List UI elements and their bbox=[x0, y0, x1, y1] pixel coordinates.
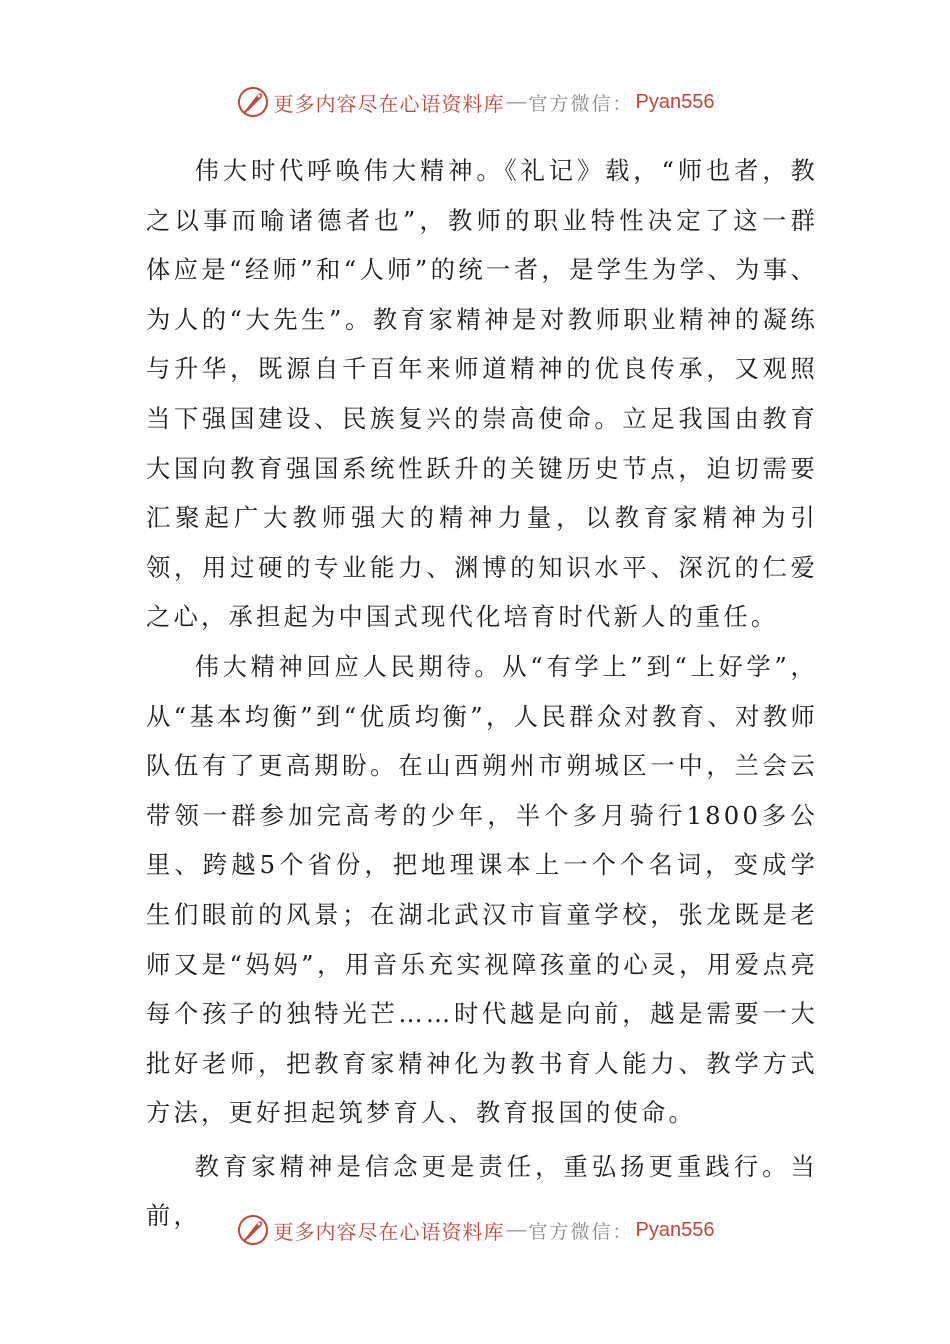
header-dash: — bbox=[506, 90, 527, 113]
footer-brand-text: 更多内容尽在心语资料库 bbox=[273, 1219, 505, 1244]
quill-pen-logo-icon bbox=[236, 1213, 270, 1247]
footer-dash: — bbox=[506, 1218, 527, 1241]
footer-wechat-id: Pyan556 bbox=[635, 1218, 715, 1241]
document-body bbox=[146, 146, 818, 1241]
footer-banner bbox=[0, 1210, 950, 1250]
footer-official-label: 官方微信： bbox=[528, 1220, 634, 1243]
header-brand-text: 更多内容尽在心语资料库 bbox=[273, 91, 505, 116]
paragraph-2: 伟大精神回应人民期待。从“有学上”到“上好学”，从“基本均衡”到“优质均衡”，人民群众对教育、对教师队伍有了更高期盼。在山西朔州市朔城区一中，兰会云带领一群参加完高考的少年，半个多月骑行1800多公里、跨越5个省份，把地理课本上一个个名词，变成学生们眼前的风景；在湖北武汉市盲童学校，张龙既是老师又是“妈妈”，用音乐充实视障孩童的心灵，用爱点亮每个孩子的独特光芒……时代越是向前，越是需要一大批好老师，把教育家精神化为教书育人能力、教学方式方法，更好担起筑梦育人、教育报国的使命。 bbox=[146, 651, 818, 1128]
header-banner bbox=[0, 82, 950, 122]
paragraph-3: 教育家精神是信念更是责任，重弘扬更重践行。当前， bbox=[146, 1151, 818, 1231]
header-wechat-id: Pyan556 bbox=[635, 90, 715, 113]
header-official-label: 官方微信： bbox=[528, 92, 634, 115]
paragraph-1: 伟大时代呼唤伟大精神。《礼记》载，“师也者，教之以事而喻诸德者也”，教师的职业特性决定了这一群体应是“经师”和“人师”的统一者，是学生为学、为事、为人的“大先生”。教育家精神是对教师职业精神的凝练与升华，既源自千百年来师道精神的优良传承，又观照当下强国建设、民族复兴的崇高使命。立足我国由教育大国向教育强国系统性跃升的关键历史节点，迫切需要汇聚起广大教师强大的精神力量，以教育家精神为引领，用过硬的专业能力、渊博的知识水平、深沉的仁爱之心，承担起为中国式现代化培育时代新人的重任。 bbox=[146, 156, 818, 632]
quill-pen-logo-icon bbox=[236, 85, 270, 119]
